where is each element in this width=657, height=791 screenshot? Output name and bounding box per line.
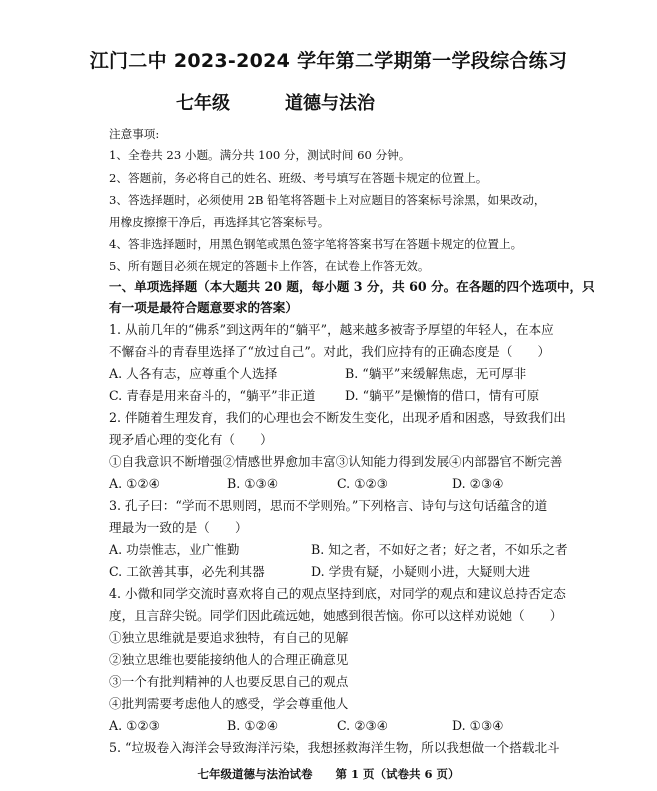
question-4-statement: ④批判需要考虑他人的感受，学会尊重他人: [109, 696, 349, 711]
note-item: 3、答选择题时，必须使用 2B 铅笔将答题卡上对应题目的答案标号涂黑，如果改动，: [109, 193, 546, 207]
question-3-stem: 3. 孔子曰：“学而不思则罔，思而不学则殆。”下列格言、诗句与这句话蕴含的道: [109, 498, 548, 513]
question-4-stem: 4. 小微和同学交流时喜欢将自己的观点坚持到底，对同学的观点和建议总持否定态: [109, 586, 566, 601]
question-2-stem-cont: 现矛盾心理的变化有（ ）: [109, 432, 273, 447]
section-heading-cont: 有一项是最符合题意要求的答案）: [109, 300, 298, 315]
question-1-option-d: D. “躺平”是懒惰的借口，情有可原: [345, 388, 540, 403]
question-2-statements: ①自我意识不断增强②情感世界愈加丰富③认知能力得到发展④内部器官不断完善: [109, 454, 563, 469]
question-4-option-d: D. ①③④: [452, 718, 504, 733]
question-1-stem: 1. 从前几年的“佛系”到这两年的“躺平”，越来越多被寄予厚望的年轻人，在本应: [109, 322, 554, 337]
question-1-option-c: C. 青春是用来奋斗的，“躺平”非正道: [109, 388, 316, 403]
question-5-stem: 5. “垃圾卷入海洋会导致海洋污染，我想拯救海洋生物，所以我想做一个搭载北斗: [109, 740, 560, 755]
question-1-option-b: B. “躺平”来缓解焦虑，无可厚非: [345, 366, 527, 381]
question-1-stem-cont: 不懈奋斗的青春里选择了“放过自己”。对此，我们应持有的正确态度是（ ）: [109, 344, 551, 359]
question-3-stem-cont: 理最为一致的是（ ）: [109, 520, 248, 535]
subject-label: 道德与法治: [285, 93, 375, 114]
question-3-option-b: B. 知之者，不如好之者；好之者，不如乐之者: [311, 542, 568, 557]
note-item: 4、答非选择题时，用黑色钢笔或黑色签字笔将答案书写在答题卡规定的位置上。: [109, 237, 523, 251]
exam-title: 江门二中 2023-2024 学年第二学期第一学段综合练习: [89, 50, 568, 72]
page-footer: 七年级道德与法治试卷 第 1 页（试卷共 6 页）: [197, 767, 460, 781]
note-item: 用橡皮擦擦干净后，再选择其它答案标号。: [109, 215, 330, 229]
question-3-option-c: C. 工欲善其事，必先利其器: [109, 564, 265, 579]
note-item: 5、所有题目必须在规定的答题卡上作答，在试卷上作答无效。: [109, 259, 430, 273]
question-2-option-a: A. ①②④: [109, 476, 160, 491]
question-1-option-a: A. 人各有志，应尊重个人选择: [109, 366, 278, 381]
question-2-stem: 2. 伴随着生理发育，我们的心理也会不断发生变化，出现矛盾和困惑，导致我们出: [109, 410, 566, 425]
question-4-statement: ①独立思维就是要追求独特，有自己的见解: [109, 630, 349, 645]
question-2-option-b: B. ①③④: [227, 476, 279, 491]
note-item: 1、全卷共 23 小题。满分共 100 分，测试时间 60 分钟。: [109, 148, 411, 162]
question-2-option-d: D. ②③④: [452, 476, 504, 491]
question-4-option-b: B. ①②④: [227, 718, 279, 733]
section-heading: 一、单项选择题（本大题共 20 题，每小题 3 分，共 60 分。在各题的四个选项中，只: [109, 279, 595, 294]
question-4-statement: ②独立思维也要能接纳他人的合理正确意见: [109, 652, 349, 667]
question-4-option-a: A. ①②③: [109, 718, 160, 733]
question-3-option-d: D. 学贵有疑，小疑则小进，大疑则大进: [311, 564, 531, 579]
question-4-statement: ③一个有批判精神的人也要反思自己的观点: [109, 674, 349, 689]
question-4-stem-cont: 度，且言辞尖锐。同学们因此疏远她，她感到很苦恼。你可以这样劝说她（ ）: [109, 608, 563, 623]
question-4-option-c: C. ②③④: [337, 718, 389, 733]
notes-heading: 注意事项:: [109, 127, 160, 141]
question-2-option-c: C. ①②③: [337, 476, 389, 491]
question-3-option-a: A. 功崇惟志，业广惟勤: [109, 542, 240, 557]
note-item: 2、答题前，务必将自己的姓名、班级、考号填写在答题卡规定的位置上。: [109, 171, 488, 185]
grade-label: 七年级: [176, 93, 230, 114]
